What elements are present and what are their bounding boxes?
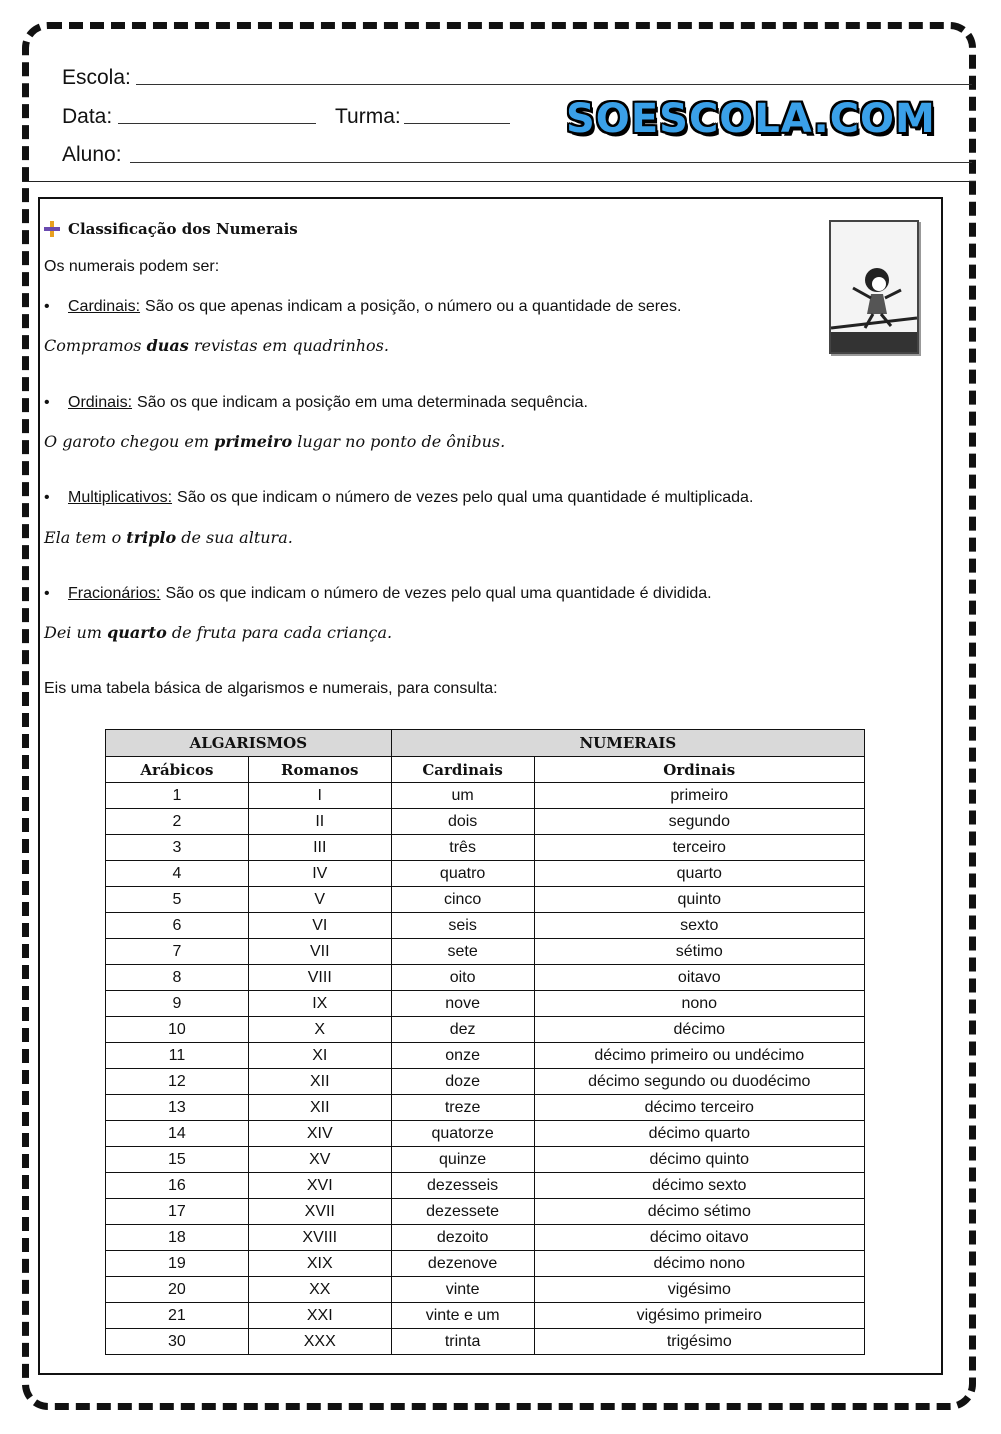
table-row [106,939,865,965]
table-cell: vinte e um [391,1303,534,1329]
table-cell: XV [248,1147,391,1173]
table-cell: XIX [248,1251,391,1277]
list-item-fracionarios [44,585,712,603]
table-row [106,991,865,1017]
table-cell: 8 [106,965,249,991]
table-row [106,835,865,861]
definition-fracionarios: São os que indicam o número de vezes pelo qual uma quantidade é dividida. [165,585,712,602]
table-cell: quinze [391,1147,534,1173]
table-cell: V [248,887,391,913]
turma-field[interactable] [404,123,510,124]
table-cell: 4 [106,861,249,887]
definition-cardinais: São os que apenas indicam a posição, o número ou a quantidade de seres. [145,298,682,315]
turma-label: Turma: [335,105,401,128]
table-cell: terceiro [534,835,864,861]
table-cell: décimo quarto [534,1121,864,1147]
table-cell: vigésimo [534,1277,864,1303]
table-cell: vinte [391,1277,534,1303]
table-cell: 1 [106,783,249,809]
table-cell: décimo terceiro [534,1095,864,1121]
table-cell: 15 [106,1147,249,1173]
data-label: Data: [62,105,113,128]
table-cell: oito [391,965,534,991]
example-cardinais: Compramos duas revistas em quadrinhos. [44,336,389,355]
table-row [106,783,865,809]
table-cell: 7 [106,939,249,965]
table-cell: dezoito [391,1225,534,1251]
data-field[interactable] [118,123,316,124]
table-cell: IV [248,861,391,887]
definition-ordinais: São os que indicam a posição em uma determinada sequência. [137,394,588,411]
table-cell: sete [391,939,534,965]
table-cell: 30 [106,1329,249,1355]
table-row [106,809,865,835]
table-row [106,1043,865,1069]
table-cell: II [248,809,391,835]
table-cell: 10 [106,1017,249,1043]
table-cell: sétimo [534,939,864,965]
table-cell: 5 [106,887,249,913]
column-header: Ordinais [534,757,864,783]
table-cell: dezesseis [391,1173,534,1199]
table-cell: décimo oitavo [534,1225,864,1251]
table-cell: trigésimo [534,1329,864,1355]
table-row [106,1173,865,1199]
bullet-dot-icon: • [44,489,50,506]
table-cell: vigésimo primeiro [534,1303,864,1329]
table-cell: décimo primeiro ou undécimo [534,1043,864,1069]
table-cell: XVIII [248,1225,391,1251]
table-cell: 14 [106,1121,249,1147]
table-cell: 19 [106,1251,249,1277]
table-cell: quarto [534,861,864,887]
table-column-header-row [106,757,865,783]
table-cell: XXI [248,1303,391,1329]
table-row [106,1121,865,1147]
table-cell: décimo segundo ou duodécimo [534,1069,864,1095]
table-row [106,1277,865,1303]
table-cell: oitavo [534,965,864,991]
table-cell: I [248,783,391,809]
escola-field[interactable] [136,84,972,85]
table-cell: VI [248,913,391,939]
table-cell: onze [391,1043,534,1069]
table-row [106,1251,865,1277]
table-cell: doze [391,1069,534,1095]
table-cell: XI [248,1043,391,1069]
section-title-text: Classificação dos Numerais [68,220,298,238]
table-cell: treze [391,1095,534,1121]
group-header-numerais: NUMERAIS [391,730,864,757]
table-cell: dois [391,809,534,835]
table-row [106,1199,865,1225]
list-item-ordinais [44,394,588,412]
comic-illustration [829,220,919,354]
table-cell: VII [248,939,391,965]
table-cell: XII [248,1095,391,1121]
escola-label: Escola: [62,66,131,89]
table-cell: XXX [248,1329,391,1355]
example-multiplicativos: Ela tem o triplo de sua altura. [44,528,293,547]
example-fracionarios: Dei um quarto de fruta para cada criança. [44,623,393,642]
table-cell: um [391,783,534,809]
table-cell: dezenove [391,1251,534,1277]
table-row [106,1329,865,1355]
table-row [106,861,865,887]
table-row [106,1017,865,1043]
table-cell: décimo sétimo [534,1199,864,1225]
definition-multiplicativos: São os que indicam o número de vezes pelo qual uma quantidade é multiplicada. [177,489,754,506]
table-row [106,913,865,939]
table-cell: quatro [391,861,534,887]
table-row [106,1225,865,1251]
cartoon-character-icon [831,222,917,352]
table-cell: 17 [106,1199,249,1225]
bullet-dot-icon: • [44,394,50,411]
term-fracionarios: Fracionários: [68,585,161,602]
table-cell: primeiro [534,783,864,809]
table-cell: 13 [106,1095,249,1121]
table-cell: quinto [534,887,864,913]
table-cell: 6 [106,913,249,939]
table-cell: dez [391,1017,534,1043]
cross-bullet-icon [44,221,60,237]
table-cell: X [248,1017,391,1043]
table-cell: quatorze [391,1121,534,1147]
table-cell: 9 [106,991,249,1017]
table-cell: III [248,835,391,861]
table-cell: sexto [534,913,864,939]
table-cell: XVI [248,1173,391,1199]
group-header-algarismos: ALGARISMOS [106,730,392,757]
table-cell: décimo [534,1017,864,1043]
table-cell: segundo [534,809,864,835]
term-cardinais: Cardinais: [68,298,141,315]
table-cell: nono [534,991,864,1017]
section-title [44,220,298,238]
numerals-table [105,729,865,1355]
table-cell: XVII [248,1199,391,1225]
table-row [106,887,865,913]
term-multiplicativos: Multiplicativos: [68,489,173,506]
table-group-header-row [106,730,865,757]
table-row [106,965,865,991]
intro-text: Os numerais podem ser: [44,258,220,275]
table-row [106,1069,865,1095]
table-cell: 3 [106,835,249,861]
table-cell: décimo quinto [534,1147,864,1173]
table-cell: 20 [106,1277,249,1303]
table-cell: 12 [106,1069,249,1095]
table-cell: décimo nono [534,1251,864,1277]
list-item-cardinais [44,298,681,316]
table-intro: Eis uma tabela básica de algarismos e numerais, para consulta: [44,680,498,697]
table-row [106,1095,865,1121]
table-cell: XX [248,1277,391,1303]
aluno-field[interactable] [130,162,972,163]
column-header: Arábicos [106,757,249,783]
table-cell: 18 [106,1225,249,1251]
column-header: Romanos [248,757,391,783]
table-cell: nove [391,991,534,1017]
table-cell: 21 [106,1303,249,1329]
aluno-label: Aluno: [62,143,122,166]
table-cell: XIV [248,1121,391,1147]
table-cell: 2 [106,809,249,835]
site-logo: SOESCOLA.COM [566,96,936,142]
table-cell: dezessete [391,1199,534,1225]
example-ordinais: O garoto chegou em primeiro lugar no ponto de ônibus. [44,432,506,451]
table-cell: IX [248,991,391,1017]
table-cell: trinta [391,1329,534,1355]
table-cell: VIII [248,965,391,991]
table-row [106,1147,865,1173]
column-header: Cardinais [391,757,534,783]
header-divider [22,181,976,182]
bullet-dot-icon: • [44,585,50,602]
list-item-multiplicativos [44,489,753,507]
table-cell: cinco [391,887,534,913]
table-cell: 16 [106,1173,249,1199]
table-cell: seis [391,913,534,939]
bullet-dot-icon: • [44,298,50,315]
term-ordinais: Ordinais: [68,394,133,411]
table-row [106,1303,865,1329]
table-cell: XII [248,1069,391,1095]
table-cell: 11 [106,1043,249,1069]
table-cell: décimo sexto [534,1173,864,1199]
table-cell: três [391,835,534,861]
